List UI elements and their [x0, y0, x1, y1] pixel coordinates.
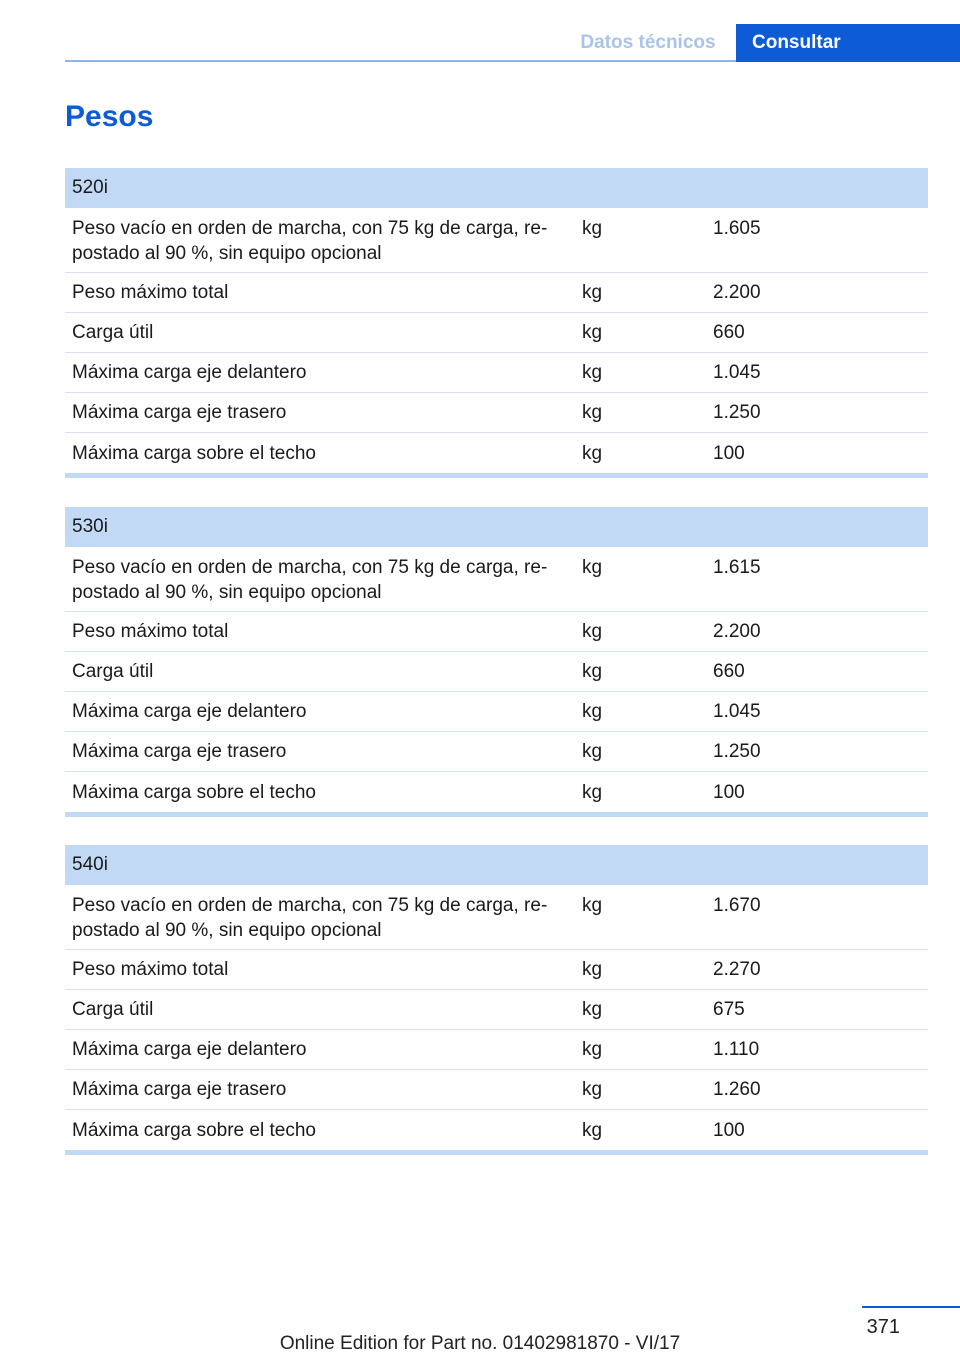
table-row — [65, 950, 928, 990]
row-label: Máxima carga sobre el techo — [72, 781, 316, 803]
row-label: Máxima carga eje trasero — [72, 402, 287, 423]
table-row — [65, 1110, 928, 1150]
row-label: Carga útil — [72, 999, 154, 1020]
table-header-model: 530i — [65, 507, 928, 547]
row-label: Máxima carga eje trasero — [72, 1079, 287, 1100]
row-unit: kg — [582, 322, 603, 343]
row-label: Máxima carga eje trasero — [72, 741, 287, 762]
row-unit: kg — [582, 442, 603, 464]
row-value: 1.250 — [713, 402, 761, 423]
row-label: Máxima carga sobre el techo — [72, 1119, 316, 1141]
row-label: Máxima carga eje delantero — [72, 1039, 307, 1060]
row-unit: kg — [582, 701, 603, 722]
row-label: Carga útil — [72, 322, 154, 343]
row-value: 1.615 — [713, 557, 761, 578]
row-value: 1.045 — [713, 701, 761, 722]
row-label: Peso máximo total — [72, 621, 229, 642]
table-row — [65, 313, 928, 353]
table-header-model: 520i — [65, 168, 928, 208]
row-unit: kg — [582, 282, 603, 303]
row-unit: kg — [582, 895, 603, 916]
page-title: Pesos — [65, 100, 154, 133]
row-unit: kg — [582, 741, 603, 762]
weights-table-520i — [65, 168, 928, 478]
footer-rule — [862, 1306, 960, 1308]
row-unit: kg — [582, 402, 603, 423]
row-label: Peso vacío en orden de marcha, con 75 kg de carga, repostado al 90 %, sin equipo opcional — [72, 557, 548, 603]
row-value: 1.045 — [713, 362, 761, 383]
table-footer-rule — [65, 473, 928, 478]
row-label: Peso máximo total — [72, 282, 229, 303]
row-value: 1.260 — [713, 1079, 761, 1100]
table-footer-rule — [65, 812, 928, 817]
row-unit: kg — [582, 1119, 603, 1141]
row-unit: kg — [582, 781, 603, 803]
table-row — [65, 692, 928, 732]
page-number: 371 — [866, 1316, 900, 1338]
table-row — [65, 1070, 928, 1110]
table-row — [65, 1030, 928, 1070]
edition-line: Online Edition for Part no. 01402981870 - VI/17 — [279, 1333, 681, 1354]
table-row — [65, 547, 928, 612]
row-value: 660 — [713, 322, 745, 343]
active-tab[interactable]: Consultar — [736, 24, 960, 62]
table-row — [65, 208, 928, 273]
table-row — [65, 393, 928, 433]
weights-table-540i — [65, 845, 928, 1155]
row-value: 100 — [713, 1119, 745, 1141]
table-footer-rule — [65, 1150, 928, 1155]
row-value: 2.200 — [713, 282, 761, 303]
row-unit: kg — [582, 1079, 603, 1100]
row-value: 100 — [713, 442, 745, 464]
row-unit: kg — [582, 999, 603, 1020]
row-value: 2.200 — [713, 621, 761, 642]
row-unit: kg — [582, 218, 603, 239]
table-row — [65, 772, 928, 812]
row-label: Peso vacío en orden de marcha, con 75 kg de carga, repostado al 90 %, sin equipo opcional — [72, 218, 548, 264]
row-label: Máxima carga eje delantero — [72, 701, 307, 722]
table-row — [65, 732, 928, 772]
row-value: 2.270 — [713, 959, 761, 980]
row-value: 675 — [713, 999, 745, 1020]
table-row — [65, 273, 928, 313]
section-tab[interactable]: Datos técnicos — [580, 32, 716, 53]
table-row — [65, 353, 928, 393]
row-unit: kg — [582, 621, 603, 642]
row-label: Carga útil — [72, 661, 154, 682]
table-row — [65, 885, 928, 950]
row-value: 1.670 — [713, 895, 761, 916]
table-row — [65, 652, 928, 692]
row-label: Máxima carga sobre el techo — [72, 442, 316, 464]
row-unit: kg — [582, 959, 603, 980]
row-unit: kg — [582, 1039, 603, 1060]
row-label: Peso vacío en orden de marcha, con 75 kg de carga, repostado al 90 %, sin equipo opcional — [72, 895, 548, 941]
row-label: Máxima carga eje delantero — [72, 362, 307, 383]
row-unit: kg — [582, 362, 603, 383]
row-value: 660 — [713, 661, 745, 682]
table-row — [65, 612, 928, 652]
row-value: 1.110 — [713, 1039, 760, 1060]
row-unit: kg — [582, 661, 603, 682]
row-value: 1.250 — [713, 741, 761, 762]
row-value: 1.605 — [713, 218, 761, 239]
table-row — [65, 433, 928, 473]
weights-table-530i — [65, 507, 928, 817]
row-value: 100 — [713, 781, 745, 803]
row-label: Peso máximo total — [72, 959, 229, 980]
row-unit: kg — [582, 557, 603, 578]
table-row — [65, 990, 928, 1030]
table-header-model: 540i — [65, 845, 928, 885]
